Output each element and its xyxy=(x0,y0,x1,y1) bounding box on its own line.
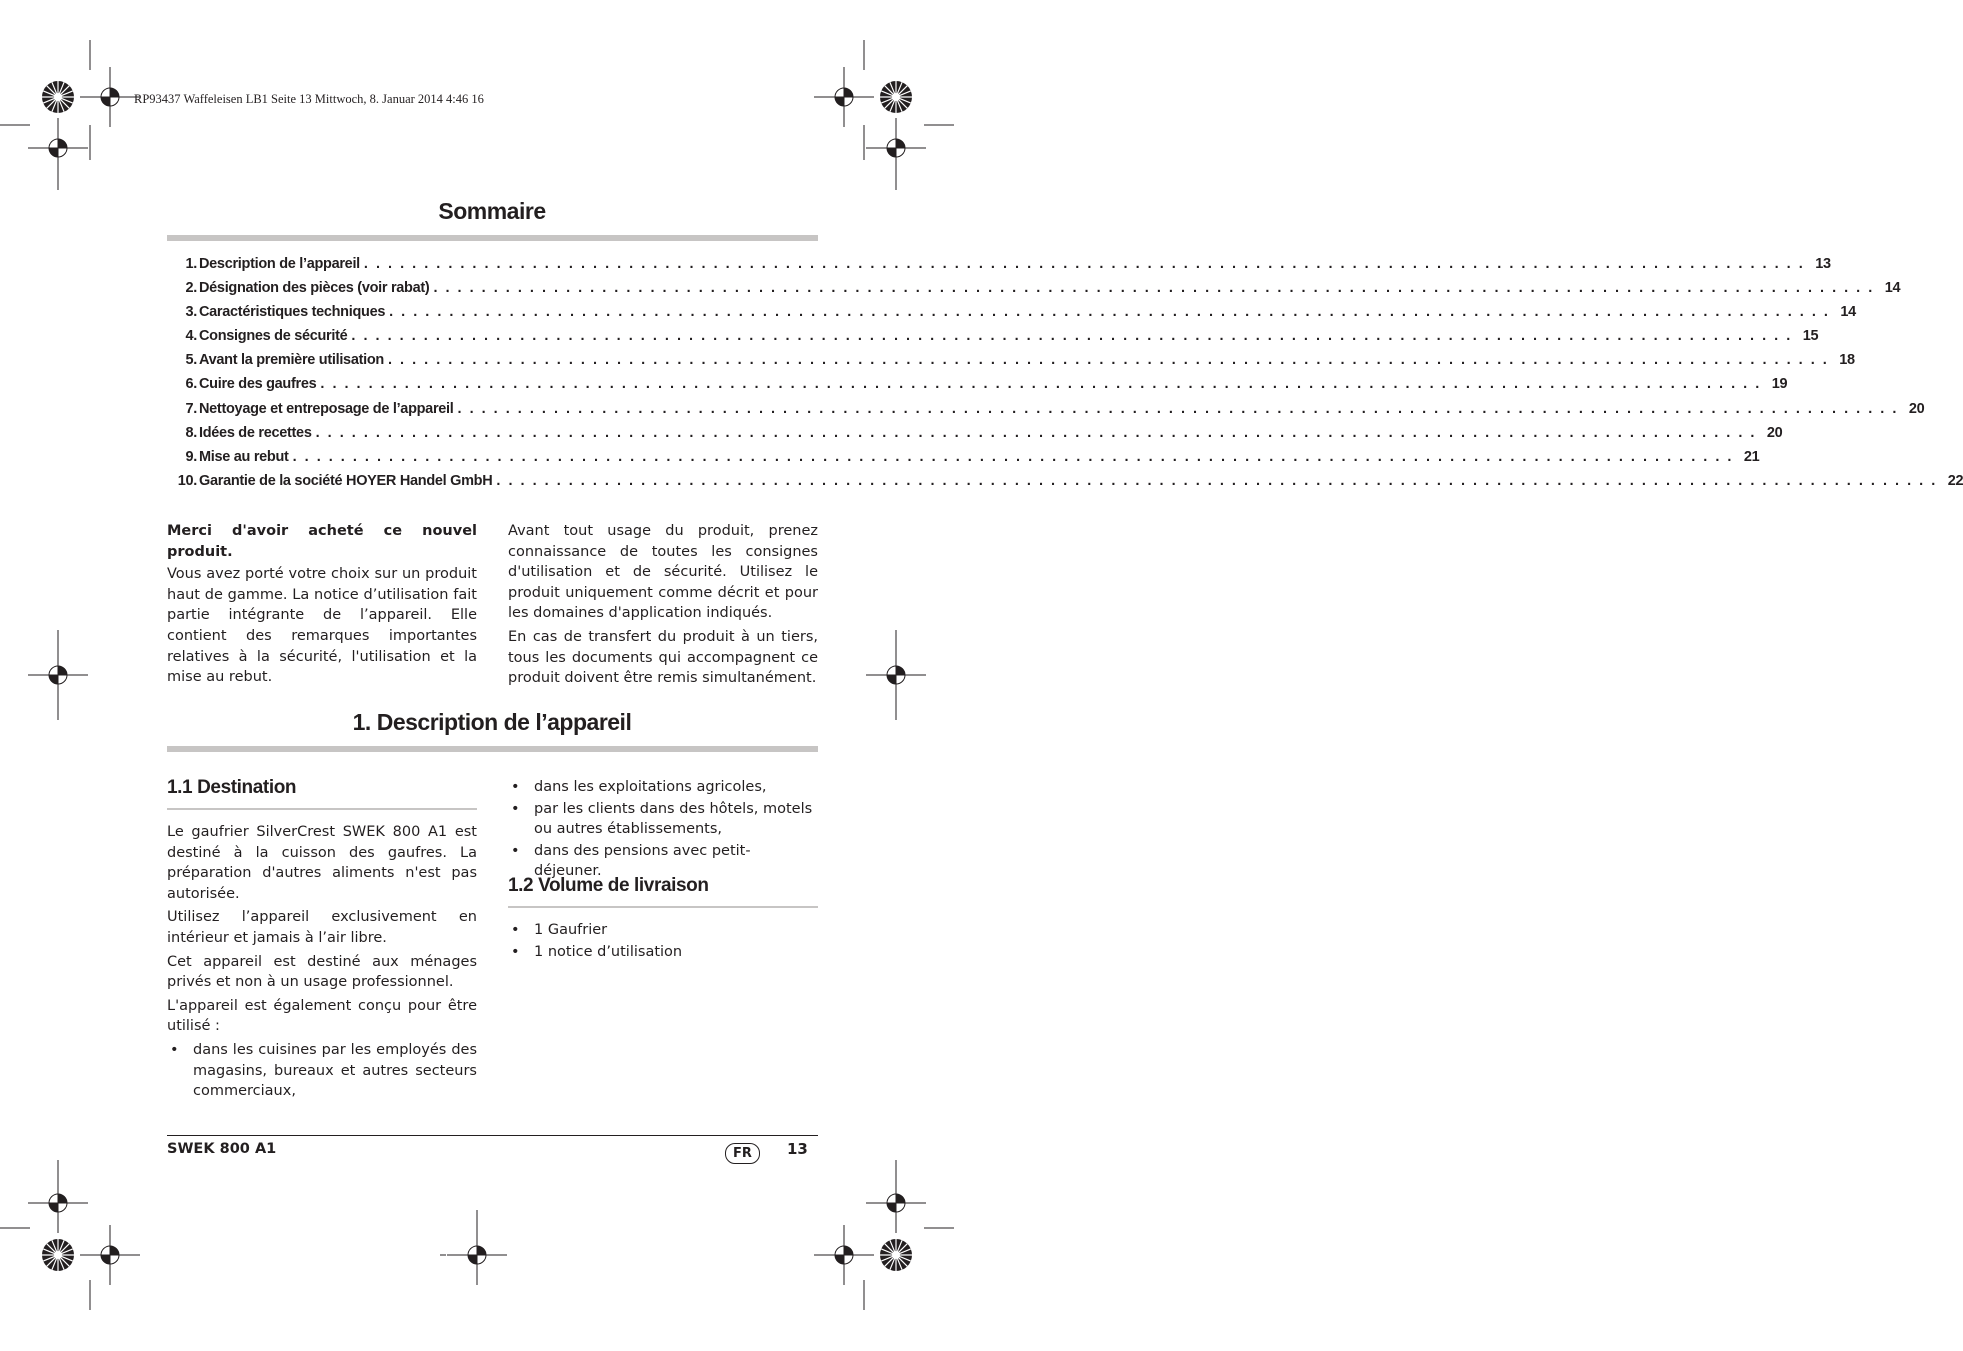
toc-label: Nettoyage et entreposage de l’appareil xyxy=(199,400,454,417)
toc-leader-dots: . . . . . . . . . . . . . . . . . . . . . . . . . . . . . . . . . . . . . . . . . . . . . . . . . . . . . . . . . . . . . . . . . . . . . . . . . . . . . . . . . . . . . . . . . . . . . . . . . . . . . . . . . . . . . . . . . . . . . . . . xyxy=(387,352,1829,369)
destination-paragraph-2: Utilisez l’appareil exclusivement en intérieur et jamais à l’air libre. xyxy=(167,909,477,946)
toc-page: 15 xyxy=(1802,328,1819,345)
toc-leader-dots: . . . . . . . . . . . . . . . . . . . . . . . . . . . . . . . . . . . . . . . . . . . . . . . . . . . . . . . . . . . . . . . . . . . . . . . . . . . . . . . . . . . . . . . . . . . . . . . . . . . . . . . . . . . . . . . . . . . . . . . . xyxy=(457,400,1899,417)
toc-label: Mise au rebut xyxy=(199,448,289,465)
toc-number: 1. xyxy=(185,256,197,272)
toc-row xyxy=(167,400,1925,425)
toc-leader-dots: . . . . . . . . . . . . . . . . . . . . . . . . . . . . . . . . . . . . . . . . . . . . . . . . . . . . . . . . . . . . . . . . . . . . . . . . . . . . . . . . . . . . . . . . . . . . . . . . . . . . . . . . . . . . . . . . . . . . . . . . xyxy=(292,448,1734,465)
toc-label: Garantie de la société HOYER Handel GmbH xyxy=(199,472,493,489)
destination-bullets-right xyxy=(508,777,818,882)
toc-row xyxy=(167,352,1855,376)
toc-row xyxy=(167,376,1788,400)
toc-page: 20 xyxy=(1766,424,1783,441)
destination-bullets-left xyxy=(167,1040,477,1102)
subsection-title-volume: 1.2 Volume de livraison xyxy=(508,875,709,896)
toc-number: 7. xyxy=(185,400,197,417)
toc-page: 14 xyxy=(1884,280,1901,297)
language-badge: FR xyxy=(725,1143,760,1164)
destination-left-column xyxy=(167,822,477,1103)
toc-number: 9. xyxy=(185,448,197,465)
toc-label: Consignes de sécurité xyxy=(199,328,348,345)
list-item: • dans les exploitations agricoles, xyxy=(508,777,818,798)
page-number: 13 xyxy=(787,1140,808,1158)
list-item: • par les clients dans des hôtels, motels ou autres établissements, xyxy=(508,799,818,840)
toc-leader-dots: . . . . . . . . . . . . . . . . . . . . . . . . . . . . . . . . . . . . . . . . . . . . . . . . . . . . . . . . . . . . . . . . . . . . . . . . . . . . . . . . . . . . . . . . . . . . . . . . . . . . . . . . . . . . . . . . . . . . . . . . xyxy=(389,304,1830,321)
toc-number: 6. xyxy=(185,376,197,393)
intro-right-column xyxy=(508,521,818,692)
toc-row xyxy=(167,328,1819,352)
toc-number: 5. xyxy=(185,352,197,369)
toc-number: 2. xyxy=(185,280,197,297)
toc-number: 10. xyxy=(177,472,197,489)
toc-row xyxy=(167,472,1963,497)
subsection-underline-destination xyxy=(167,808,477,810)
toc-page: 14 xyxy=(1840,304,1856,321)
subsection-title-destination: 1.1 Destination xyxy=(167,777,297,798)
toc-page: 22 xyxy=(1947,472,1963,489)
toc-label: Cuire des gaufres xyxy=(199,376,317,393)
footer-divider xyxy=(167,1135,818,1136)
toc-page: 20 xyxy=(1908,400,1925,417)
toc-leader-dots: . . . . . . . . . . . . . . . . . . . . . . . . . . . . . . . . . . . . . . . . . . . . . . . . . . . . . . . . . . . . . . . . . . . . . . . . . . . . . . . . . . . . . . . . . . . . . . . . . . . . . . . . . . . . . . . . . . . . . . . . xyxy=(363,256,1805,272)
toc-label: Idées de recettes xyxy=(199,424,312,441)
intro-left-column xyxy=(167,521,477,691)
section-divider xyxy=(167,746,818,752)
toc-label: Caractéristiques techniques xyxy=(199,304,386,321)
toc-label: Avant la première utilisation xyxy=(199,352,384,369)
toc-page: 21 xyxy=(1743,448,1760,465)
toc-row xyxy=(167,280,1901,304)
list-item: • dans des pensions avec petit-déjeuner. xyxy=(508,841,818,882)
destination-paragraph-3: Cet appareil est destiné aux ménages privés et non à un usage professionnel. xyxy=(167,953,477,991)
list-item: • dans les cuisines par les employés des magasins, bureaux et autres secteurs commerciaux, xyxy=(167,1040,477,1102)
toc-leader-dots: . . . . . . . . . . . . . . . . . . . . . . . . . . . . . . . . . . . . . . . . . . . . . . . . . . . . . . . . . . . . . . . . . . . . . . . . . . . . . . . . . . . . . . . . . . . . . . . . . . . . . . . . . . . . . . . . . . . . . . . . xyxy=(320,376,1762,393)
toc-row xyxy=(167,304,1856,328)
table-of-contents xyxy=(167,256,1963,497)
toc-leader-dots: . . . . . . . . . . . . . . . . . . . . . . . . . . . . . . . . . . . . . . . . . . . . . . . . . . . . . . . . . . . . . . . . . . . . . . . . . . . . . . . . . . . . . . . . . . . . . . . . . . . . . . . . . . . . . . . . . . . . . . . . xyxy=(351,328,1793,345)
footer-model: SWEK 800 A1 xyxy=(167,1141,277,1157)
toc-page: 13 xyxy=(1815,256,1831,272)
toc-label: Description de l’appareil xyxy=(199,256,360,272)
toc-row xyxy=(167,256,1831,280)
intro-left-text: Vous avez porté votre choix sur un produit haut de gamme. La notice d’utilisation fait partie intégrante de l’appareil. Elle contient des remarques importantes relatives à la sécurité, l'utilisation et la mise au rebut. xyxy=(167,566,477,686)
toc-number: 4. xyxy=(185,328,197,345)
toc-page: 19 xyxy=(1771,376,1788,393)
toc-leader-dots: . . . . . . . . . . . . . . . . . . . . . . . . . . . . . . . . . . . . . . . . . . . . . . . . . . . . . . . . . . . . . . . . . . . . . . . . . . . . . . . . . . . . . . . . . . . . . . . . . . . . . . . . . . . . . . . . . . . . . . . . xyxy=(315,424,1757,441)
intro-right-paragraph-2: En cas de transfert du produit à un tiers, tous les documents qui accompagnent ce produit doivent être remis simultanément. xyxy=(508,628,818,687)
toc-number: 3. xyxy=(185,304,197,321)
print-info-header: RP93437 Waffeleisen LB1 Seite 13 Mittwoch, 8. Januar 2014 4:46 16 xyxy=(134,92,484,106)
destination-paragraph-4: L'appareil est également conçu pour être utilisé : xyxy=(167,997,477,1035)
toc-leader-dots: . . . . . . . . . . . . . . . . . . . . . . . . . . . . . . . . . . . . . . . . . . . . . . . . . . . . . . . . . . . . . . . . . . . . . . . . . . . . . . . . . . . . . . . . . . . . . . . . . . . . . . . . . . . . . . . . . . . . . . . . xyxy=(433,280,1875,297)
toc-label: Désignation des pièces (voir rabat) xyxy=(199,280,430,297)
toc-row xyxy=(167,424,1783,449)
list-item: • 1 notice d’utilisation xyxy=(508,942,818,963)
destination-paragraph-1: Le gaufrier SilverCrest SWEK 800 A1 est destiné à la cuisson des gaufres. La préparation d'autres aliments n'est pas autorisée. xyxy=(167,824,477,902)
toc-number: 8. xyxy=(185,424,197,441)
destination-right-column xyxy=(508,777,818,883)
sommaire-title: Sommaire xyxy=(438,198,546,224)
toc-page: 18 xyxy=(1839,352,1855,369)
toc-row xyxy=(167,448,1760,473)
intro-right-paragraph-1: Avant tout usage du produit, prenez connaissance de toutes les consignes d'utilisation et de sécurité. Utilisez le produit uniquement comme décrit et pour les domaines d'application indiqués. xyxy=(508,523,818,622)
subsection-underline-volume xyxy=(508,906,818,908)
list-item: • 1 Gaufrier xyxy=(508,920,818,941)
intro-heading: Merci d'avoir acheté ce nouvel produit. xyxy=(167,523,477,560)
toc-leader-dots: . . . . . . . . . . . . . . . . . . . . . . . . . . . . . . . . . . . . . . . . . . . . . . . . . . . . . . . . . . . . . . . . . . . . . . . . . . . . . . . . . . . . . . . . . . . . . . . . . . . . . . . . . . . . . . . . . . . . . . . . xyxy=(496,472,1938,489)
sommaire-divider xyxy=(167,235,818,241)
volume-column xyxy=(508,920,818,963)
section-title-description: 1. Description de l’appareil xyxy=(352,709,632,735)
volume-bullets xyxy=(508,920,818,962)
